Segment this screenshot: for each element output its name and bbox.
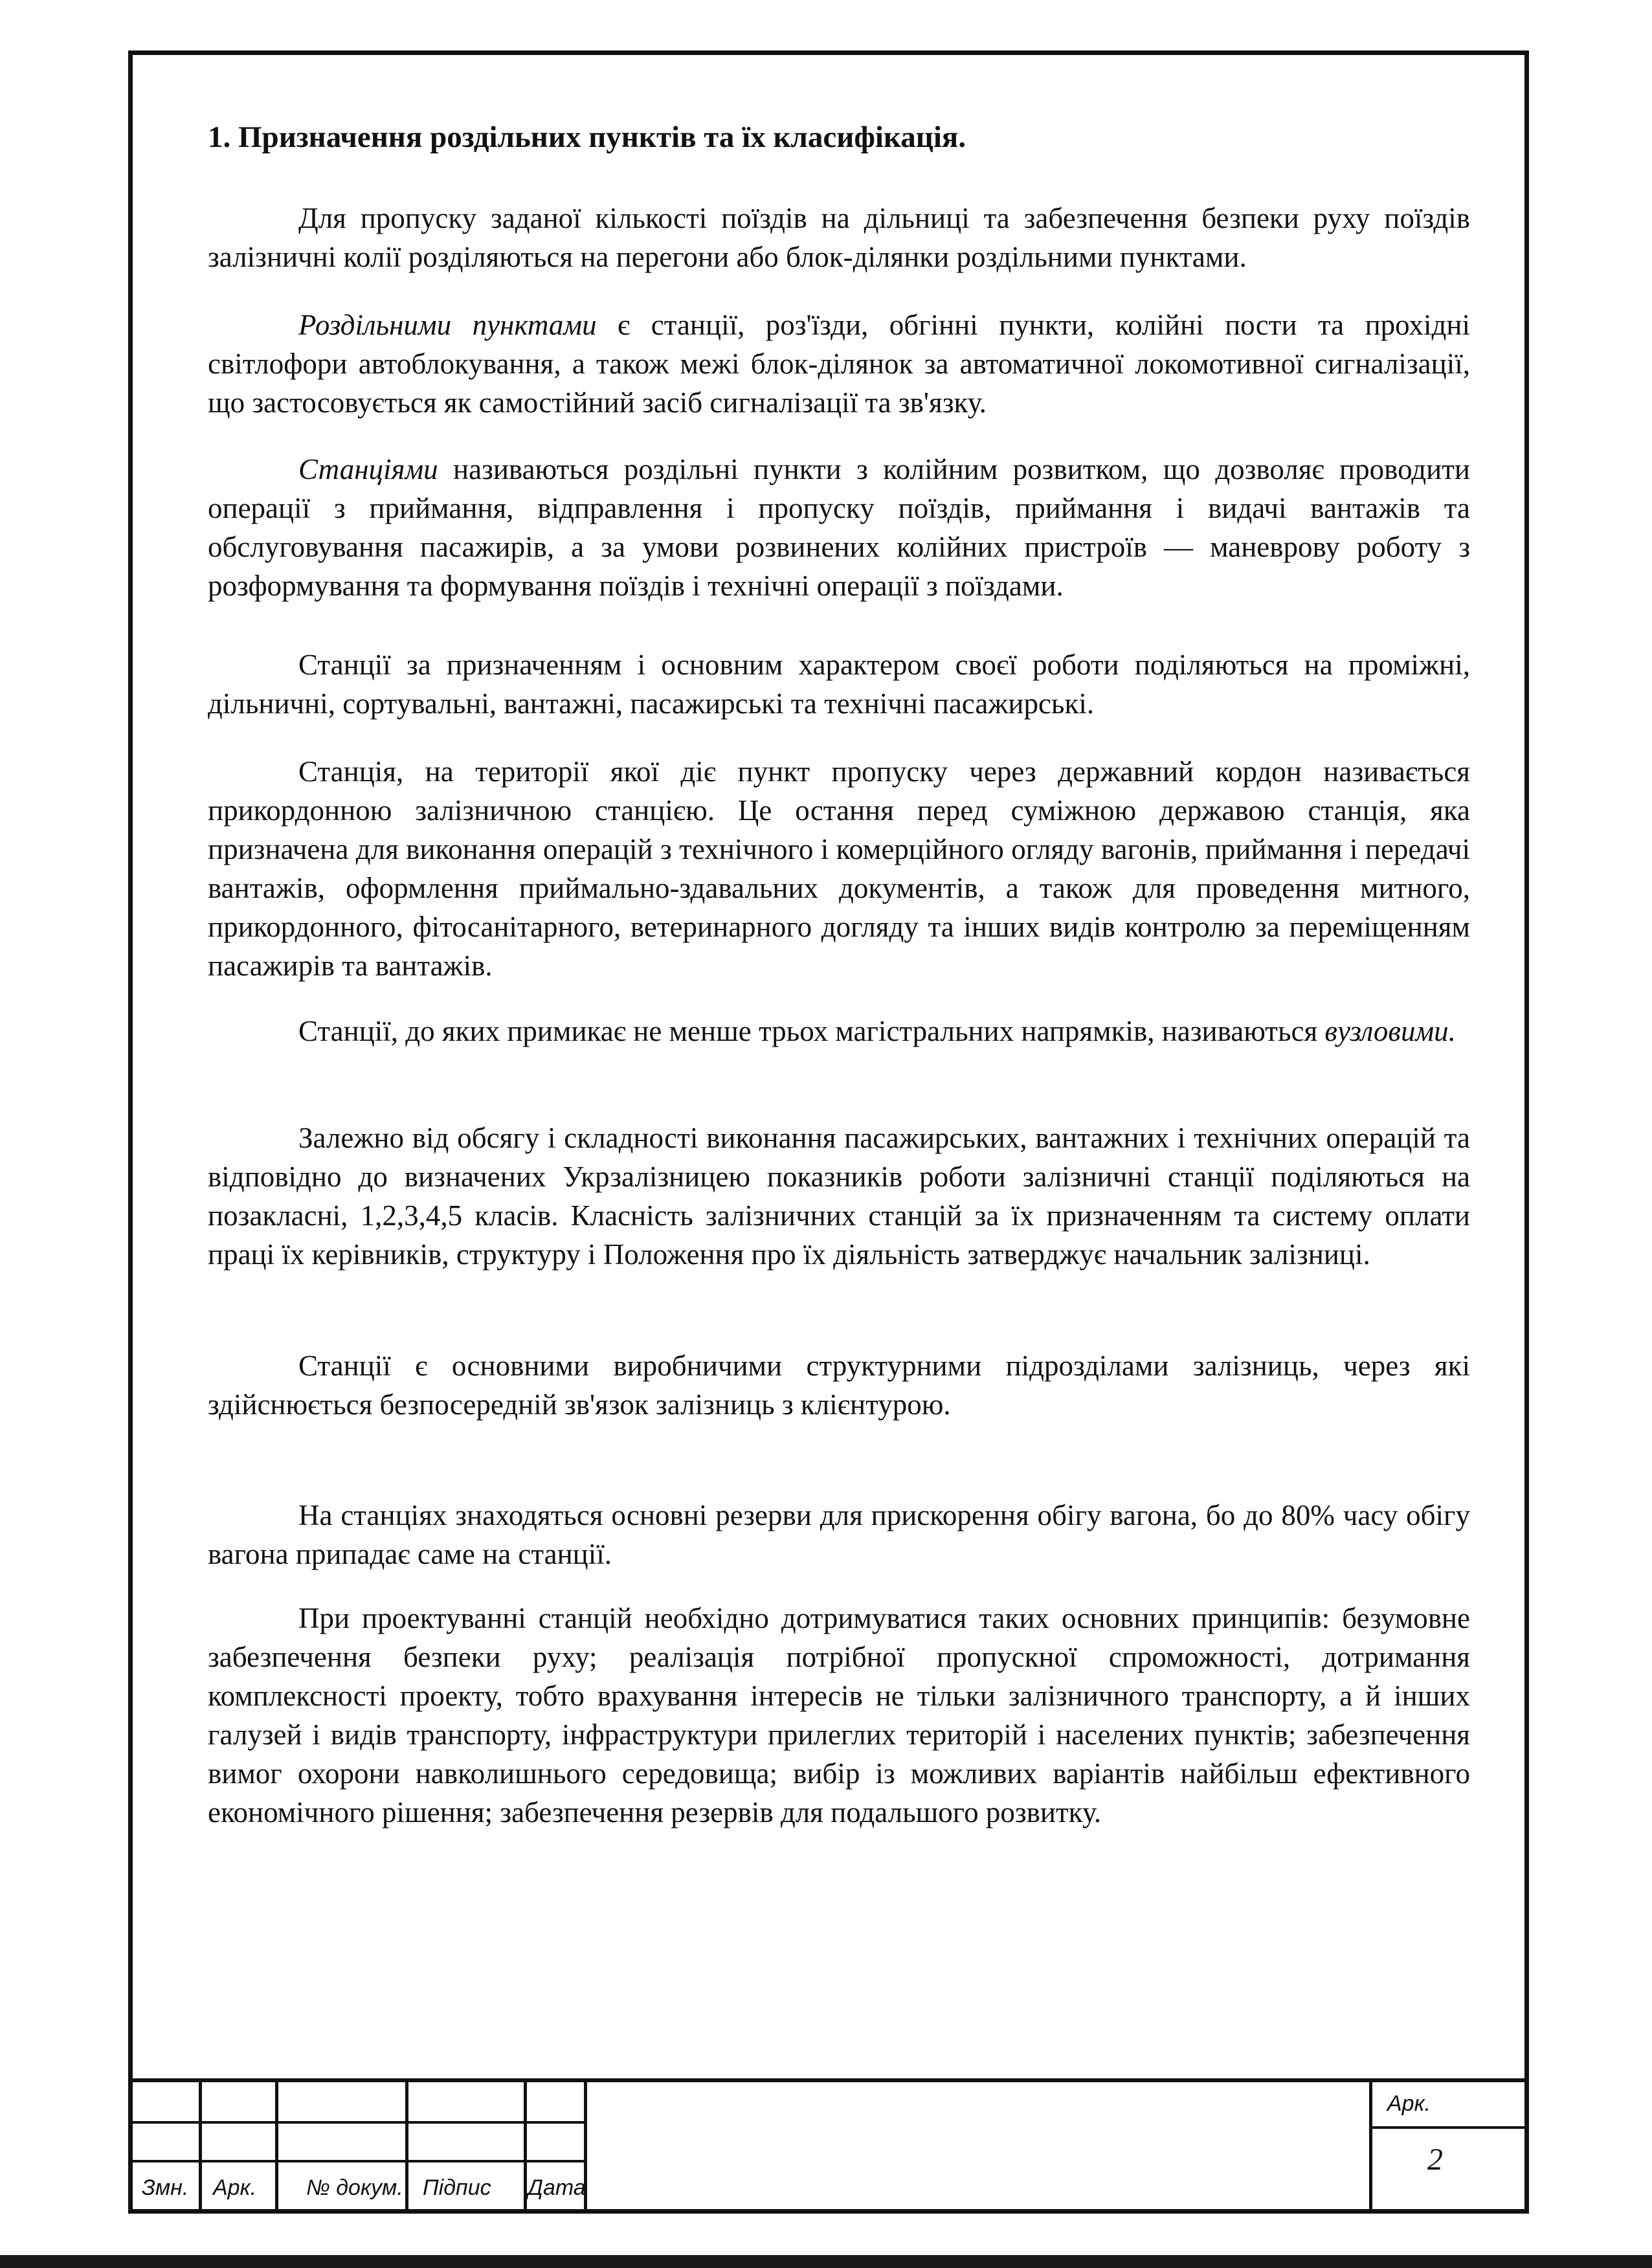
title-block: [133, 2078, 1524, 2209]
title-block-rule: [133, 2121, 586, 2124]
term-rozdilni-punkty: Роздільними пунктами: [298, 309, 597, 341]
stamp-label-dokum: № докум.: [306, 2175, 403, 2200]
paragraph-3: [208, 450, 1470, 605]
stamp-label-data: Дата: [528, 2175, 586, 2200]
page-number: 2: [1427, 2142, 1443, 2177]
paragraph-6-text: Станції, до яких примикає не менше трьох магістральних напрямків, називаються: [298, 1015, 1318, 1047]
paragraph-3-text: називаються роздільні пункти з колійним розвитком, що дозволяє проводити операції з приймання, відправлення і пропуску поїздів, приймання і видачі вантажів та обслуговування пасажирів, а за умови розвинених колійних пристроїв — маневрову роботу з розформування та формування поїздів і технічні операції з поїздами.: [208, 453, 1471, 602]
term-stantsiyamy: Станціями: [298, 453, 438, 485]
section-heading: 1. Призначення роздільних пунктів та їх класифікація.: [208, 120, 966, 154]
paragraph-2: [208, 306, 1470, 422]
paragraph-6: [208, 1012, 1470, 1051]
title-block-divider: [524, 2082, 527, 2209]
title-block-rule: [133, 2160, 586, 2162]
title-block-divider: [275, 2082, 278, 2209]
document-body: [208, 55, 1470, 1873]
title-block-divider: [199, 2082, 202, 2209]
stamp-label-zmn: Змн.: [142, 2175, 189, 2200]
stamp-label-pidpys: Підпис: [423, 2175, 491, 2200]
page-frame: [128, 50, 1529, 2214]
paragraph-2-text: є станції, роз'їзди, обгінні пункти, колійні пости та прохідні світлофори автоблокування, а також межі блок-ділянок за автоматичної локомотивної сигналізації, що застосовується як самостійний засіб сигналізації та зв'язку.: [208, 309, 1471, 419]
paragraph-7: Залежно від обсягу і складності виконання пасажирських, вантажних і технічних операцій та відповідно до визначених Укрзалізницею показників роботи залізничні станції поділяються на позакласні, 1,2,3,4,5 класів. Класність залізничних станцій за їх призначенням та систему оплати праці їх керівників, структуру і Положення про їх діяльність затверджує начальник залізниці.: [208, 1122, 1470, 1271]
paragraph-10: При проектуванні станцій необхідно дотримуватися таких основних принципів: безумовне забезпечення безпеки руху; реалізація потрібної пропускної спроможності, дотримання комплексності проекту, тобто врахування інтересів не тільки залізничного транспорту, а й інших галузей і видів транспорту, інфраструктури прилеглих територій і населених пунктів; забезпечення вимог охорони навколишнього середовища; вибір із можливих варіантів найбільш ефективного економічного рішення; забезпечення резервів для подальшого розвитку.: [208, 1602, 1470, 1829]
term-vuzlovymy: вузловими.: [1324, 1015, 1456, 1047]
title-block-divider: [1369, 2082, 1372, 2209]
title-block-rule: [1369, 2126, 1524, 2129]
stamp-label-ark: Арк.: [213, 2175, 257, 2200]
stamp-label-ark-right: Арк.: [1387, 2091, 1431, 2116]
paragraph-5: Станція, на території якої діє пункт пропуску через державний кордон називається прикордонною залізничною станцією. Це остання перед суміжною державою станція, яка призначена для виконання операцій з технічного і комерційного огляду вагонів, приймання і передачі вантажів, оформлення приймально-здавальних документів, а також для проведення митного, прикордонного, фітосанітарного, ветеринарного догляду та інших видів контролю за переміщенням пасажирів та вантажів.: [208, 755, 1470, 982]
title-block-divider: [405, 2082, 408, 2209]
paragraph-9: На станціях знаходяться основні резерви для прискорення обігу вагона, бо до 80% часу обігу вагона припадає саме на станції.: [208, 1499, 1470, 1570]
paragraph-4: Станції за призначенням і основним характером своєї роботи поділяються на проміжні, дільничні, сортувальні, вантажні, пасажирські та технічні пасажирські.: [208, 649, 1470, 720]
scan-edge: [0, 2255, 1652, 2268]
paragraph-8: Станції є основними виробничими структурними підрозділами залізниць, через які здійснюється безпосередній зв'язок залізниць з клієнтурою.: [208, 1350, 1470, 1421]
paragraph-1: Для пропуску заданої кількості поїздів на дільниці та забезпечення безпеки руху поїздів залізничні колії розділяються на перегони або блок-ділянки роздільними пунктами.: [208, 202, 1470, 273]
